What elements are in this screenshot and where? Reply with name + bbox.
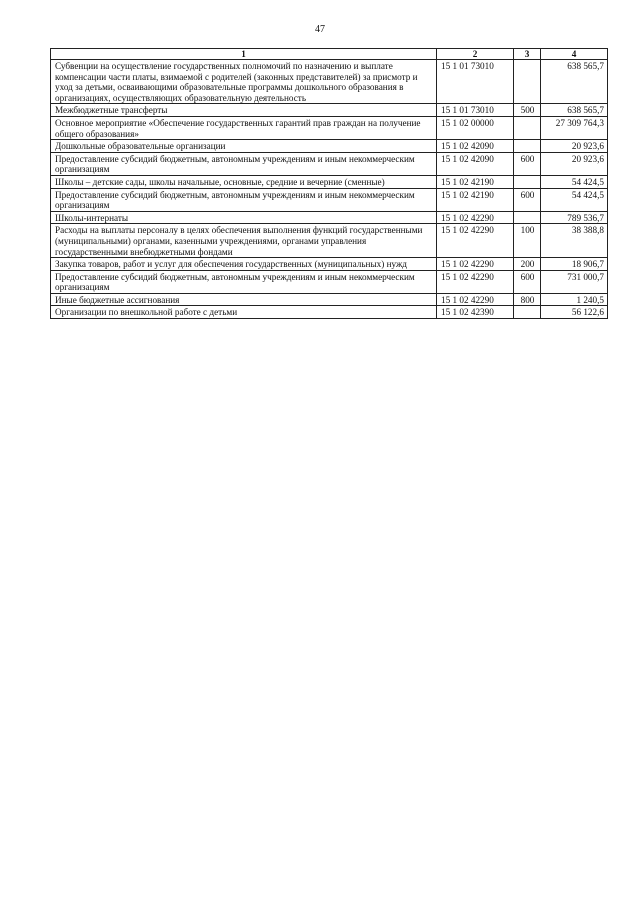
row-type-cell: 600 bbox=[514, 152, 541, 175]
table-row bbox=[51, 188, 608, 211]
row-type-cell: 200 bbox=[514, 258, 541, 271]
table-row bbox=[51, 306, 608, 319]
row-amount-cell: 638 565,7 bbox=[541, 60, 608, 104]
row-code-cell: 15 1 02 42290 bbox=[437, 224, 514, 258]
row-amount-cell: 27 309 764,3 bbox=[541, 116, 608, 139]
header-type-column: 3 bbox=[514, 49, 541, 60]
row-amount-cell: 1 240,5 bbox=[541, 293, 608, 306]
row-code-cell: 15 1 01 73010 bbox=[437, 104, 514, 117]
table-body bbox=[51, 60, 608, 319]
table-row bbox=[51, 140, 608, 153]
table-row bbox=[51, 152, 608, 175]
header-amount-column: 4 bbox=[541, 49, 608, 60]
row-amount-cell: 56 122,6 bbox=[541, 306, 608, 319]
row-code-cell: 15 1 02 42290 bbox=[437, 211, 514, 224]
row-amount-cell: 731 000,7 bbox=[541, 270, 608, 293]
row-amount-cell: 54 424,5 bbox=[541, 188, 608, 211]
row-name-cell: Закупка товаров, работ и услуг для обеспечения государственных (муниципальных) нужд bbox=[51, 258, 437, 271]
row-name-cell: Предоставление субсидий бюджетным, автономным учреждениям и иным некоммерческим организациям bbox=[51, 188, 437, 211]
row-type-cell: 100 bbox=[514, 224, 541, 258]
row-name-cell: Расходы на выплаты персоналу в целях обеспечения выполнения функций государственными (муниципальными) органами, казенными учреждениями, органами управления государственными внебюджетными фондами bbox=[51, 224, 437, 258]
row-name-cell: Субвенции на осуществление государственных полномочий по назначению и выплате компенсации части платы, взимаемой с родителей (законных представителей) за присмотр и уход за детьми, осваивающими образовательные программы дошкольного образования в организациях, осуществляющих образовательную деятельность bbox=[51, 60, 437, 104]
table-row bbox=[51, 175, 608, 188]
row-code-cell: 15 1 02 42290 bbox=[437, 258, 514, 271]
table-row bbox=[51, 116, 608, 139]
row-amount-cell: 638 565,7 bbox=[541, 104, 608, 117]
header-name-column: 1 bbox=[51, 49, 437, 60]
row-type-cell bbox=[514, 116, 541, 139]
row-type-cell bbox=[514, 306, 541, 319]
row-code-cell: 15 1 02 42090 bbox=[437, 140, 514, 153]
row-amount-cell: 20 923,6 bbox=[541, 152, 608, 175]
row-name-cell: Дошкольные образовательные организации bbox=[51, 140, 437, 153]
row-name-cell: Основное мероприятие «Обеспечение государственных гарантий прав граждан на получение общего образования» bbox=[51, 116, 437, 139]
row-name-cell: Школы-интернаты bbox=[51, 211, 437, 224]
table-row bbox=[51, 104, 608, 117]
table-header bbox=[51, 49, 608, 60]
row-type-cell bbox=[514, 60, 541, 104]
row-type-cell bbox=[514, 211, 541, 224]
page-number: 47 bbox=[315, 24, 325, 35]
row-name-cell: Организации по внешкольной работе с детьми bbox=[51, 306, 437, 319]
row-code-cell: 15 1 02 42290 bbox=[437, 270, 514, 293]
row-type-cell: 600 bbox=[514, 270, 541, 293]
table-row bbox=[51, 224, 608, 258]
table-row bbox=[51, 270, 608, 293]
row-code-cell: 15 1 02 42090 bbox=[437, 152, 514, 175]
row-code-cell: 15 1 02 42190 bbox=[437, 175, 514, 188]
row-code-cell: 15 1 02 42190 bbox=[437, 188, 514, 211]
row-name-cell: Предоставление субсидий бюджетным, автономным учреждениям и иным некоммерческим организациям bbox=[51, 152, 437, 175]
row-type-cell: 500 bbox=[514, 104, 541, 117]
row-name-cell: Школы – детские сады, школы начальные, основные, средние и вечерние (сменные) bbox=[51, 175, 437, 188]
row-name-cell: Иные бюджетные ассигнования bbox=[51, 293, 437, 306]
row-type-cell bbox=[514, 175, 541, 188]
table-row bbox=[51, 258, 608, 271]
row-name-cell: Межбюджетные трансферты bbox=[51, 104, 437, 117]
row-amount-cell: 38 388,8 bbox=[541, 224, 608, 258]
row-amount-cell: 54 424,5 bbox=[541, 175, 608, 188]
header-row bbox=[51, 49, 608, 60]
table-row bbox=[51, 60, 608, 104]
row-amount-cell: 20 923,6 bbox=[541, 140, 608, 153]
row-code-cell: 15 1 01 73010 bbox=[437, 60, 514, 104]
row-amount-cell: 18 906,7 bbox=[541, 258, 608, 271]
row-type-cell: 600 bbox=[514, 188, 541, 211]
budget-table bbox=[50, 48, 608, 319]
row-name-cell: Предоставление субсидий бюджетным, автономным учреждениям и иным некоммерческим организациям bbox=[51, 270, 437, 293]
header-code-column: 2 bbox=[437, 49, 514, 60]
row-type-cell bbox=[514, 140, 541, 153]
row-type-cell: 800 bbox=[514, 293, 541, 306]
row-code-cell: 15 1 02 42290 bbox=[437, 293, 514, 306]
row-code-cell: 15 1 02 42390 bbox=[437, 306, 514, 319]
table-row bbox=[51, 293, 608, 306]
row-code-cell: 15 1 02 00000 bbox=[437, 116, 514, 139]
row-amount-cell: 789 536,7 bbox=[541, 211, 608, 224]
table-row bbox=[51, 211, 608, 224]
